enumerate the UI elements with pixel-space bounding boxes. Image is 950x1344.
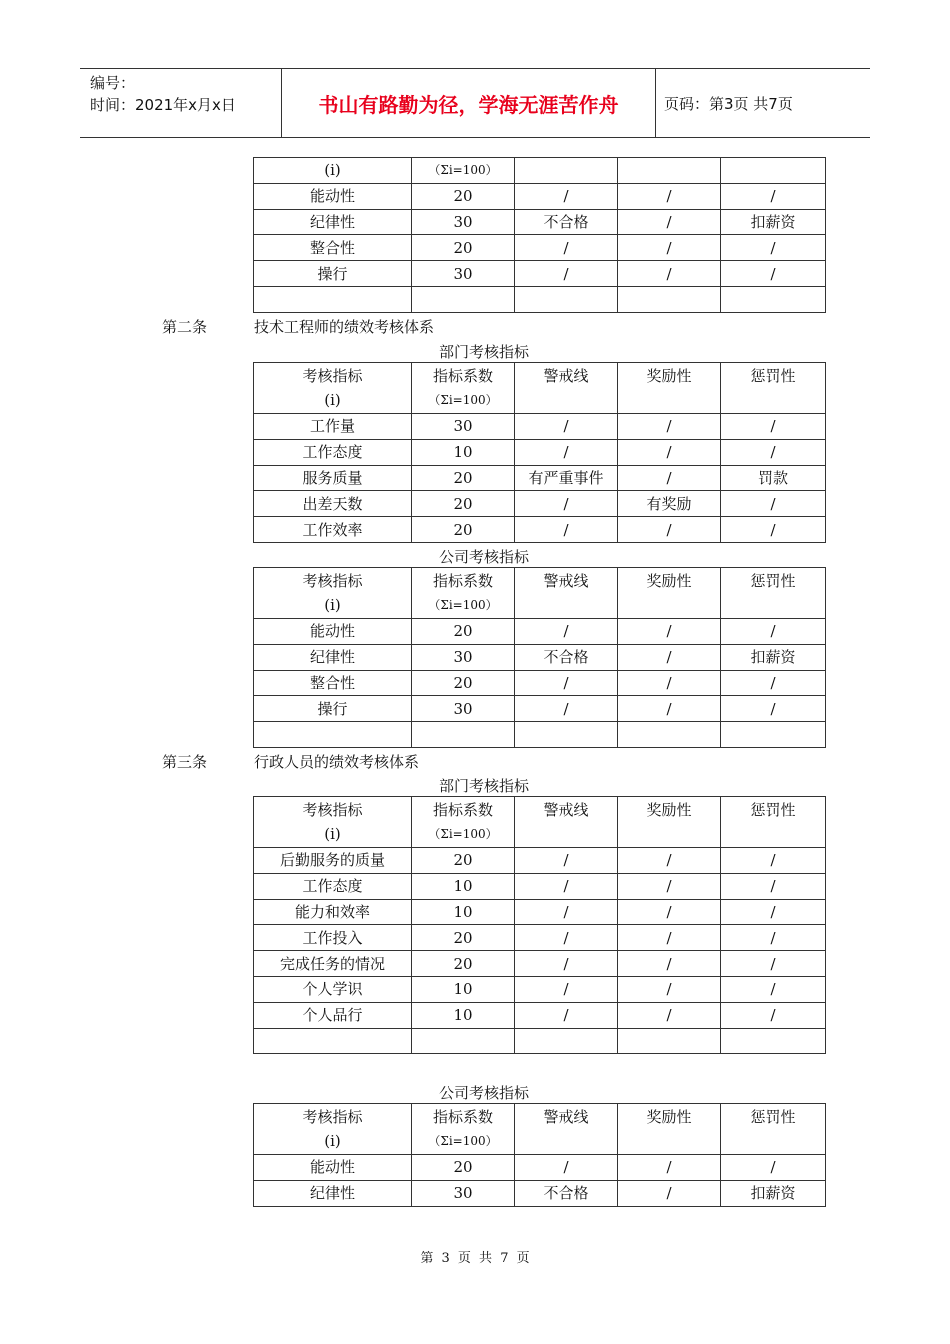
table-cell: / <box>618 951 721 977</box>
table-cell: 20 <box>412 183 515 209</box>
header-indicator-label: 考核指标 <box>302 367 363 385</box>
table-cell: / <box>515 1002 618 1028</box>
table-cell: 纪律性 <box>254 644 412 670</box>
table-cell: 工作态度 <box>254 439 412 465</box>
table-cell: 工作投入 <box>254 925 412 951</box>
table-cell: 20 <box>412 670 515 696</box>
table-row <box>254 848 826 874</box>
header-indicator <box>254 568 412 619</box>
table-cell: / <box>618 1002 721 1028</box>
table-row <box>254 899 826 925</box>
table-cell: / <box>721 235 826 261</box>
header-coefficient-sub: （Σi=100） <box>428 598 498 612</box>
header-penalty-label: 惩罚性 <box>750 367 796 385</box>
header-indicator-label: 考核指标 <box>302 1108 363 1126</box>
table-cell: / <box>721 619 826 645</box>
header-warning-label: 警戒线 <box>543 367 589 385</box>
table-row <box>254 873 826 899</box>
header-motto: 书山有路勤为径，学海无涯苦作舟 <box>282 69 656 137</box>
table-cell: / <box>618 517 721 543</box>
header-penalty-label: 惩罚性 <box>750 572 796 590</box>
table-row <box>254 1002 826 1028</box>
table-cell: / <box>618 261 721 287</box>
header-penalty-label: 惩罚性 <box>750 801 796 819</box>
table-row <box>254 976 826 1002</box>
header-warning <box>515 797 618 848</box>
table-cell: 20 <box>412 235 515 261</box>
table-cell: / <box>618 848 721 874</box>
table-cell: 工作量 <box>254 414 412 440</box>
section3-title: 行政人员的绩效考核体系 <box>254 753 420 771</box>
table-row <box>254 517 826 543</box>
header-penalty-label: 惩罚性 <box>750 1108 796 1126</box>
table-cell: 10 <box>412 439 515 465</box>
table-cell: / <box>618 670 721 696</box>
table-cell: / <box>721 1002 826 1028</box>
section3-company-caption: 公司考核指标 <box>438 1084 529 1102</box>
table-cell: / <box>721 517 826 543</box>
table-cell <box>721 286 826 312</box>
table-header-partial <box>254 158 826 184</box>
table-cell: / <box>515 670 618 696</box>
table-cell: / <box>721 951 826 977</box>
page-header <box>80 68 870 138</box>
table-cell: 30 <box>412 696 515 722</box>
tech-company-table <box>253 567 826 748</box>
header-reward <box>618 797 721 848</box>
table-cell: / <box>618 925 721 951</box>
header-coefficient-label: 指标系数 <box>432 801 493 819</box>
header-page-label: 页码：第3页 共7页 <box>664 94 793 113</box>
table-cell: 整合性 <box>254 670 412 696</box>
table-cell <box>254 722 412 748</box>
table-row <box>254 286 826 312</box>
header-coefficient-sub: （Σi=100） <box>428 827 498 841</box>
table-cell <box>254 1028 412 1054</box>
header-penalty <box>721 797 826 848</box>
header-warning-label: 警戒线 <box>543 572 589 590</box>
table-cell: 20 <box>412 491 515 517</box>
table-cell: 出差天数 <box>254 491 412 517</box>
header-reward-label: 奖励性 <box>646 367 692 385</box>
table-cell: / <box>618 235 721 261</box>
table-row <box>254 670 826 696</box>
header-indicator <box>254 363 412 414</box>
table-cell: 操行 <box>254 696 412 722</box>
table-cell: / <box>618 644 721 670</box>
header-reward-label: 奖励性 <box>646 572 692 590</box>
table-cell <box>254 286 412 312</box>
page-footer: 第 3 页 共 7 页 <box>420 1251 530 1266</box>
table-cell: / <box>618 414 721 440</box>
table-cell: 20 <box>412 619 515 645</box>
table-cell: / <box>515 848 618 874</box>
section2-dept-caption: 部门考核指标 <box>438 343 529 361</box>
table-cell: / <box>618 439 721 465</box>
table-cell: 操行 <box>254 261 412 287</box>
table-cell: 30 <box>412 644 515 670</box>
section2-number: 第二条 <box>162 318 208 336</box>
table-cell <box>412 1028 515 1054</box>
table-cell: / <box>618 1180 721 1206</box>
header-reward <box>618 568 721 619</box>
header-coefficient-label: 指标系数 <box>432 367 493 385</box>
table-cell: / <box>618 619 721 645</box>
table-cell: 纪律性 <box>254 209 412 235</box>
table-cell: 能动性 <box>254 183 412 209</box>
table-cell: 20 <box>412 517 515 543</box>
table-cell: / <box>721 491 826 517</box>
admin-company-table <box>253 1103 826 1207</box>
table-cell: 30 <box>412 414 515 440</box>
header-coefficient-label: 指标系数 <box>432 572 493 590</box>
table-row <box>254 439 826 465</box>
table-row <box>254 1180 826 1206</box>
header-warning-label: 警戒线 <box>543 801 589 819</box>
table-row <box>254 1028 826 1054</box>
table-cell: 后勤服务的质量 <box>254 848 412 874</box>
table-row <box>254 414 826 440</box>
table-cell: / <box>515 414 618 440</box>
table-cell: 有奖励 <box>618 491 721 517</box>
header-coefficient <box>412 1104 515 1155</box>
header-penalty <box>721 1104 826 1155</box>
table-cell: / <box>515 517 618 543</box>
header-coefficient-sub: （Σi=100） <box>428 1134 498 1148</box>
section2-title: 技术工程师的绩效考核体系 <box>254 318 435 336</box>
table-cell: / <box>618 183 721 209</box>
table-cell: / <box>618 976 721 1002</box>
table-cell: 20 <box>412 1155 515 1181</box>
table-cell: 服务质量 <box>254 465 412 491</box>
header-reward-label: 奖励性 <box>646 1108 692 1126</box>
header-warning <box>515 1104 618 1155</box>
table-cell <box>618 286 721 312</box>
table-cell: / <box>515 261 618 287</box>
header-indicator-label: 考核指标 <box>302 801 363 819</box>
table-cell: / <box>515 696 618 722</box>
table-cell: 30 <box>412 261 515 287</box>
table-cell: / <box>515 976 618 1002</box>
table-cell: 罚款 <box>721 465 826 491</box>
table-cell: / <box>721 848 826 874</box>
header-reward <box>618 1104 721 1155</box>
table-cell: 整合性 <box>254 235 412 261</box>
table-cell: / <box>515 619 618 645</box>
header-indicator-sub: (i) <box>324 825 341 843</box>
table-cell: 能动性 <box>254 1155 412 1181</box>
header-indicator-sub: (i) <box>324 596 341 614</box>
table-cell: / <box>618 465 721 491</box>
table-row <box>254 644 826 670</box>
table-cell: / <box>515 925 618 951</box>
table-cell: 扣薪资 <box>721 644 826 670</box>
header-cell: (i) <box>254 158 412 184</box>
table-row <box>254 619 826 645</box>
header-penalty <box>721 363 826 414</box>
table-cell <box>618 1028 721 1054</box>
table-cell: 工作效率 <box>254 517 412 543</box>
table-cell: 10 <box>412 873 515 899</box>
table-header <box>254 1104 826 1155</box>
table-cell: 扣薪资 <box>721 1180 826 1206</box>
table-cell: 10 <box>412 976 515 1002</box>
header-cell <box>618 158 721 184</box>
table-cell: / <box>515 491 618 517</box>
partial-company-table <box>253 157 826 313</box>
section3-dept-caption: 部门考核指标 <box>438 777 529 795</box>
table-row <box>254 209 826 235</box>
table-cell: / <box>515 183 618 209</box>
table-header <box>254 363 826 414</box>
table-cell: 不合格 <box>515 1180 618 1206</box>
header-warning <box>515 363 618 414</box>
table-header <box>254 568 826 619</box>
table-cell: / <box>721 976 826 1002</box>
table-cell: 20 <box>412 925 515 951</box>
table-cell: / <box>515 951 618 977</box>
table-cell: 不合格 <box>515 209 618 235</box>
table-cell: / <box>618 209 721 235</box>
table-cell: 个人品行 <box>254 1002 412 1028</box>
header-indicator-sub: (i) <box>324 1132 341 1150</box>
header-coefficient <box>412 797 515 848</box>
table-row <box>254 951 826 977</box>
table-cell: 30 <box>412 209 515 235</box>
table-cell: / <box>721 261 826 287</box>
table-row <box>254 722 826 748</box>
table-cell: / <box>515 899 618 925</box>
table-row <box>254 465 826 491</box>
table-cell: / <box>721 696 826 722</box>
header-cell <box>515 158 618 184</box>
table-cell: 有严重事件 <box>515 465 618 491</box>
table-cell: / <box>721 670 826 696</box>
code-label: 编号： <box>90 74 136 92</box>
table-cell: 20 <box>412 848 515 874</box>
header-meta <box>80 69 282 137</box>
header-cell <box>721 158 826 184</box>
table-cell: / <box>515 1155 618 1181</box>
table-cell: / <box>721 925 826 951</box>
table-cell: 完成任务的情况 <box>254 951 412 977</box>
header-penalty <box>721 568 826 619</box>
header-indicator-label: 考核指标 <box>302 572 363 590</box>
tech-dept-table <box>253 362 826 543</box>
header-indicator <box>254 1104 412 1155</box>
table-cell: 能动性 <box>254 619 412 645</box>
table-cell <box>515 286 618 312</box>
header-reward <box>618 363 721 414</box>
table-cell: / <box>618 1155 721 1181</box>
header-indicator <box>254 797 412 848</box>
table-row <box>254 491 826 517</box>
table-row <box>254 183 826 209</box>
table-row <box>254 925 826 951</box>
header-indicator-sub: (i) <box>324 391 341 409</box>
table-cell <box>721 722 826 748</box>
table-cell: 扣薪资 <box>721 209 826 235</box>
table-cell: / <box>721 873 826 899</box>
table-cell: 10 <box>412 1002 515 1028</box>
table-cell <box>515 722 618 748</box>
header-coefficient-label: 指标系数 <box>432 1108 493 1126</box>
table-cell <box>412 722 515 748</box>
table-cell: 30 <box>412 1180 515 1206</box>
section2-company-caption: 公司考核指标 <box>438 548 529 566</box>
table-cell <box>412 286 515 312</box>
table-cell: / <box>618 696 721 722</box>
table-row <box>254 696 826 722</box>
table-cell: 不合格 <box>515 644 618 670</box>
table-cell: / <box>515 439 618 465</box>
header-warning <box>515 568 618 619</box>
table-cell: / <box>618 873 721 899</box>
admin-dept-table <box>253 796 826 1054</box>
table-cell: 纪律性 <box>254 1180 412 1206</box>
table-row <box>254 261 826 287</box>
table-cell: 个人学识 <box>254 976 412 1002</box>
table-cell: / <box>721 899 826 925</box>
table-header <box>254 797 826 848</box>
header-coefficient <box>412 363 515 414</box>
header-warning-label: 警戒线 <box>543 1108 589 1126</box>
table-cell <box>721 1028 826 1054</box>
header-reward-label: 奖励性 <box>646 801 692 819</box>
table-cell: 20 <box>412 951 515 977</box>
table-row <box>254 1155 826 1181</box>
table-cell: / <box>515 873 618 899</box>
table-cell: / <box>721 439 826 465</box>
header-cell: （Σi=100） <box>412 158 515 184</box>
table-cell: / <box>721 1155 826 1181</box>
table-cell <box>515 1028 618 1054</box>
table-cell: / <box>721 183 826 209</box>
section3-number: 第三条 <box>162 753 208 771</box>
table-cell <box>618 722 721 748</box>
header-coefficient-sub: （Σi=100） <box>428 393 498 407</box>
time-label: 时间：2021年x月x日 <box>90 96 236 114</box>
table-cell: 工作态度 <box>254 873 412 899</box>
table-cell: / <box>618 899 721 925</box>
table-cell: / <box>721 414 826 440</box>
table-cell: 能力和效率 <box>254 899 412 925</box>
table-cell: 10 <box>412 899 515 925</box>
table-row <box>254 235 826 261</box>
header-coefficient <box>412 568 515 619</box>
table-cell: 20 <box>412 465 515 491</box>
table-cell: / <box>515 235 618 261</box>
